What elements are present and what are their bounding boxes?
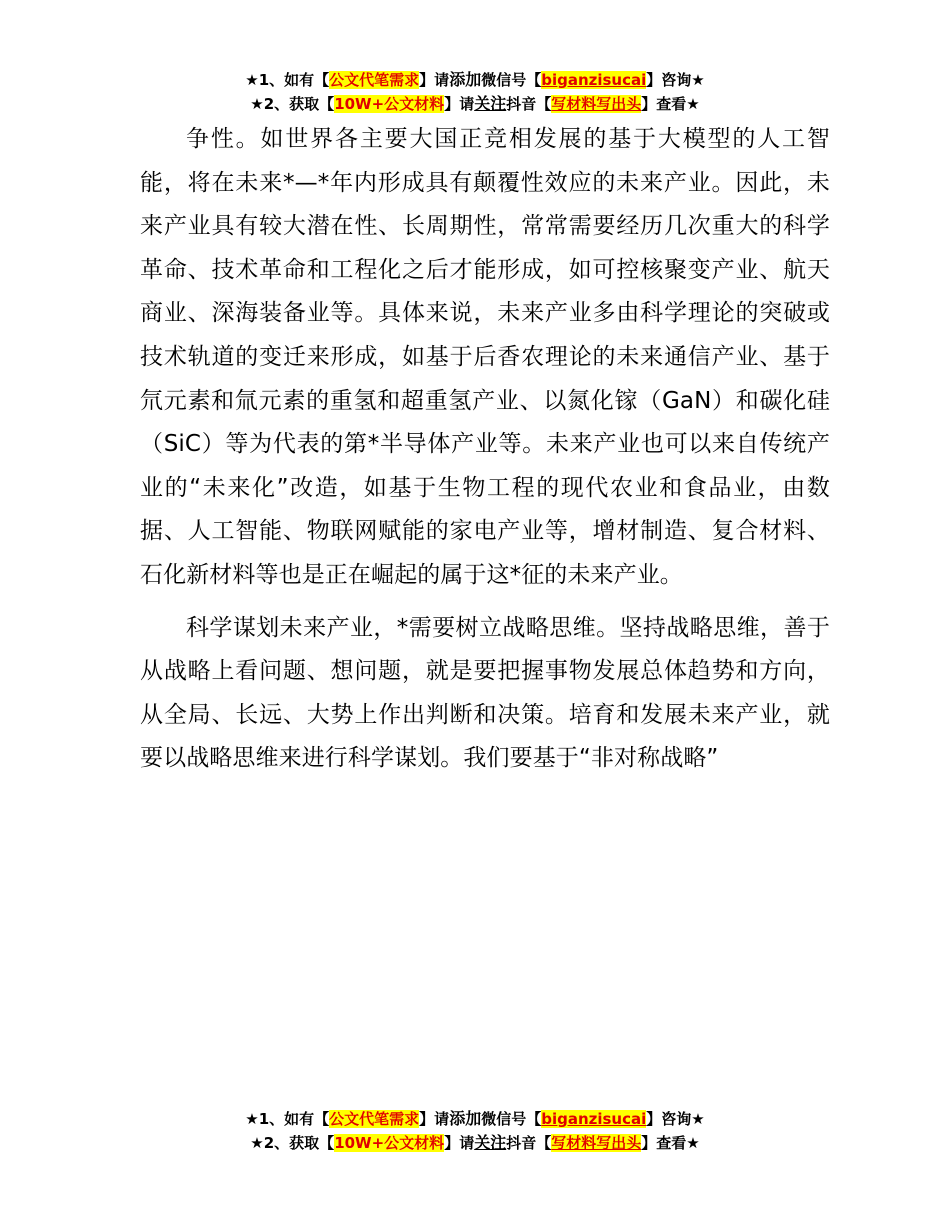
header-line-2-emphasis: 关注 (474, 94, 507, 113)
footer-highlight-wechat-id: biganzisucai (541, 1110, 647, 1128)
footer-line-2 (0, 1131, 950, 1155)
paragraph-2: 科学谋划未来产业，*需要树立战略思维。坚持战略思维，善于从战略上看问题、想问题，就是要把握事物发展总体趋势和方向，从全局、长远、大势上作出判断和决策。培育和发展未来产业，就要以战略思维来进行科学谋划。我们要基于“非对称战略” (140, 614, 830, 772)
header-highlight-service: 公文代笔需求 (329, 71, 420, 89)
footer-line-1 (0, 1107, 950, 1131)
header-highlight-wechat-id: biganzisucai (541, 71, 647, 89)
header-line-1 (0, 68, 950, 92)
footer-line-1-text-2: 微信号【 (481, 1110, 542, 1128)
header-banner (0, 68, 950, 116)
footer-highlight-materials: 10W+公文材料 (334, 1134, 445, 1152)
header-line-2-suffix: 】查看★ (641, 95, 700, 113)
header-line-2-text-2: 抖音【 (506, 95, 552, 113)
footer-line-1-text: 】请 (419, 1110, 450, 1128)
paragraph-1: 争性。如世界各主要大国正竞相发展的基于大模型的人工智能，将在未来*—*年内形成具有颠覆性效应的未来产业。因此，未来产业具有较大潜在性、长周期性，常常需要经历几次重大的科学革命、技术革命和工程化之后才能形成，如可控核聚变产业、航天商业、深海装备业等。具体来说，未来产业多由科学理论的突破或技术轨道的变迁来形成，如基于后香农理论的未来通信产业、基于氘元素和氚元素的重氢和超重氢产业、以氮化镓（GaN）和碳化硅（SiC）等为代表的第*半导体产业等。未来产业也可以来自传统产业的“未来化”改造，如基于生物工程的现代农业和食品业，由数据、人工智能、物联网赋能的家电产业等，增材制造、复合材料、石化新材料等也是正在崛起的属于这*征的未来产业。 (140, 126, 830, 588)
footer-line-2-emphasis: 关注 (474, 1133, 507, 1152)
header-highlight-materials: 10W+公文材料 (334, 95, 445, 113)
header-highlight-douyin: 写材料写出头 (551, 95, 642, 113)
footer-line-2-text: 】请 (444, 1134, 475, 1152)
footer-line-2-prefix: ★2、获取【 (250, 1134, 335, 1152)
footer-line-1-prefix: ★1、如有【 (245, 1110, 330, 1128)
header-line-1-text: 】请 (419, 71, 450, 89)
footer-banner (0, 1107, 950, 1155)
footer-highlight-douyin: 写材料写出头 (551, 1134, 642, 1152)
footer-highlight-service: 公文代笔需求 (329, 1110, 420, 1128)
header-line-1-prefix: ★1、如有【 (245, 71, 330, 89)
header-line-2 (0, 92, 950, 116)
footer-line-2-text-2: 抖音【 (506, 1134, 552, 1152)
header-line-2-prefix: ★2、获取【 (250, 95, 335, 113)
header-line-2-text: 】请 (444, 95, 475, 113)
header-line-1-emphasis: 添加 (449, 70, 482, 89)
footer-line-2-suffix: 】查看★ (641, 1134, 700, 1152)
body-text (140, 118, 830, 781)
footer-line-1-suffix: 】咨询★ (646, 1110, 705, 1128)
header-line-1-suffix: 】咨询★ (646, 71, 705, 89)
footer-line-1-emphasis: 添加 (449, 1109, 482, 1128)
header-line-1-text-2: 微信号【 (481, 71, 542, 89)
